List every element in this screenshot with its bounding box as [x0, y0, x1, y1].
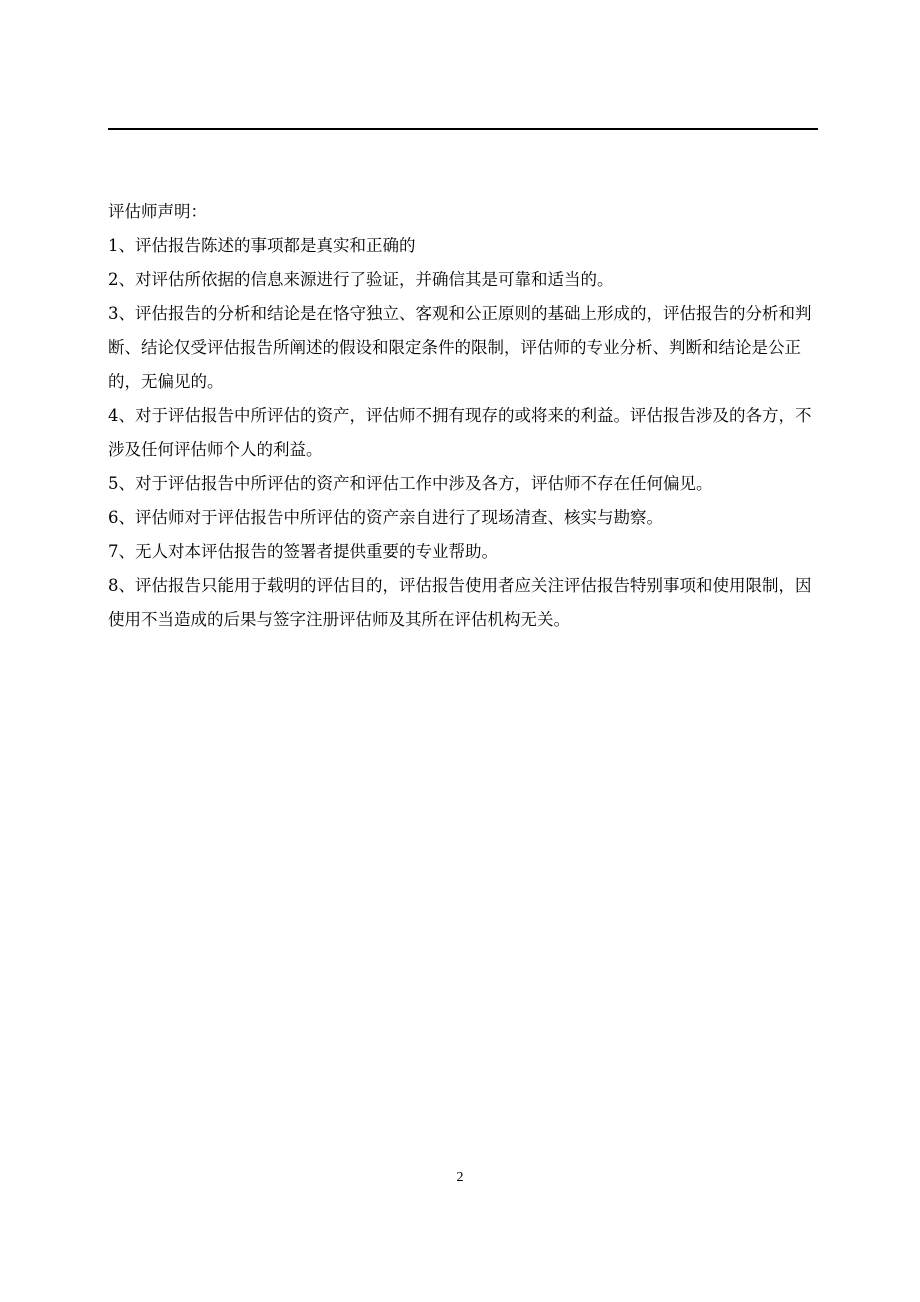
appraiser-statement	[108, 195, 820, 637]
statement-title: 评估师声明：	[108, 202, 207, 221]
statement-item-5: 5、对于评估报告中所评估的资产和评估工作中涉及各方，评估师不存在任何偏见。	[108, 474, 713, 493]
statement-item-8: 8、评估报告只能用于载明的评估目的，评估报告使用者应关注评估报告特别事项和使用限制，因使用不当造成的后果与签字注册评估师及其所在评估机构无关。	[108, 576, 812, 629]
statement-item-7: 7、无人对本评估报告的签署者提供重要的专业帮助。	[108, 542, 498, 561]
page-number: 2	[456, 1170, 464, 1185]
statement-item-4: 4、对于评估报告中所评估的资产，评估师不拥有现存的或将来的利益。评估报告涉及的各方，不涉及任何评估师个人的利益。	[108, 406, 812, 459]
header-divider	[108, 128, 818, 130]
statement-item-1: 1、评估报告陈述的事项都是真实和正确的	[108, 236, 416, 255]
statement-item-3: 3、评估报告的分析和结论是在恪守独立、客观和公正原则的基础上形成的，评估报告的分析和判断、结论仅受评估报告所阐述的假设和限定条件的限制，评估师的专业分析、判断和结论是公正的，无偏见的。	[108, 304, 812, 391]
statement-item-6: 6、评估师对于评估报告中所评估的资产亲自进行了现场清查、核实与勘察。	[108, 508, 663, 527]
statement-item-2: 2、对评估所依据的信息来源进行了验证，并确信其是可靠和适当的。	[108, 270, 614, 289]
